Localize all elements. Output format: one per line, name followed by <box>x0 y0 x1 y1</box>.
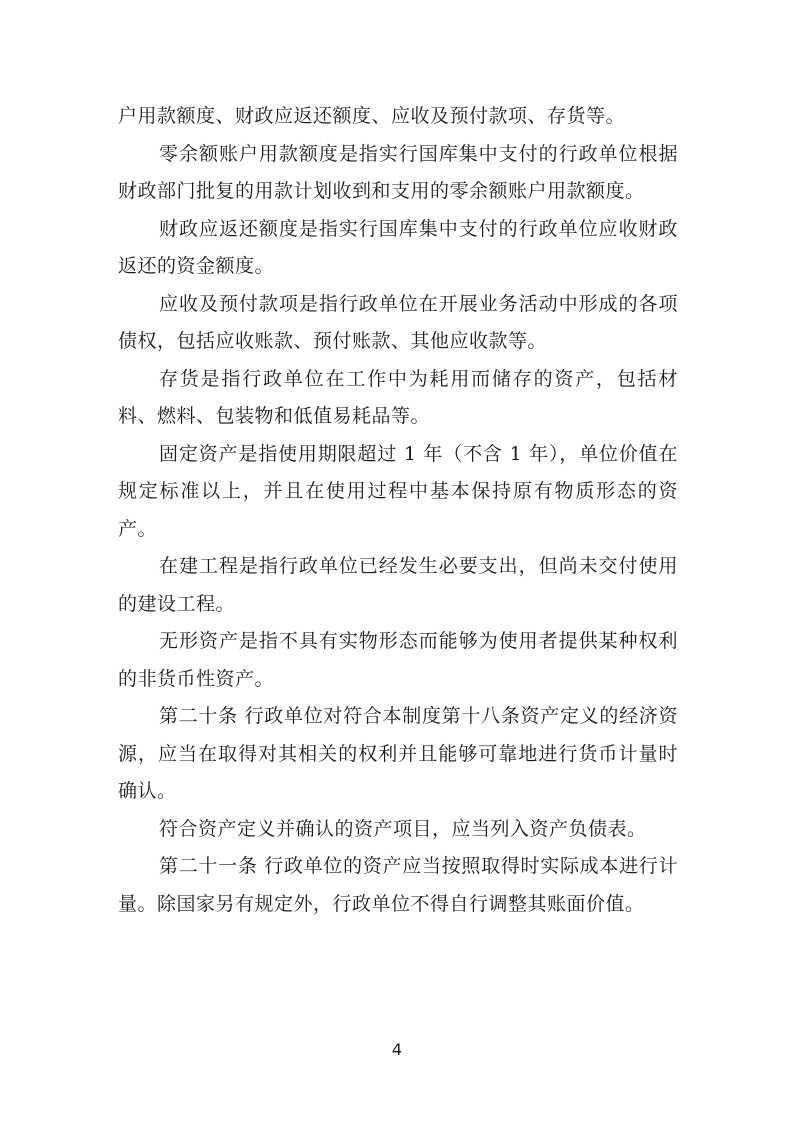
paragraph-inventory: 存货是指行政单位在工作中为耗用而储存的资产，包括材料、燃料、包装物和低值易耗品等。 <box>118 367 678 427</box>
document-body <box>118 98 678 923</box>
paragraph-intangible-assets: 无形资产是指不具有实物形态而能够为使用者提供某种权利的非货币性资产。 <box>118 630 678 690</box>
paragraph-continuation: 户用款额度、财政应返还额度、应收及预付款项、存货等。 <box>118 105 626 127</box>
paragraph-balance-sheet-listing: 符合资产定义并确认的资产项目，应当列入资产负债表。 <box>159 817 647 840</box>
paragraph-construction-in-progress: 在建工程是指行政单位已经发生必要支出，但尚未交付使用的建设工程。 <box>118 555 678 615</box>
paragraph-receivables-prepayments: 应收及预付款项是指行政单位在开展业务活动中形成的各项债权，包括应收账款、预付账款、其他应收款等。 <box>118 292 678 352</box>
paragraph-article-20: 第二十条 行政单位对符合本制度第十八条资产定义的经济资源，应当在取得对其相关的权利并且能够可靠地进行货币计量时确认。 <box>118 705 678 802</box>
paragraph-article-21: 第二十一条 行政单位的资产应当按照取得时实际成本进行计量。除国家另有规定外，行政单位不得自行调整其账面价值。 <box>118 855 678 915</box>
paragraph-zero-balance-account: 零余额账户用款额度是指实行国库集中支付的行政单位根据财政部门批复的用款计划收到和支用的零余额账户用款额度。 <box>118 142 678 202</box>
paragraph-fixed-assets: 固定资产是指使用期限超过 1 年（不含 1 年），单位价值在规定标准以上，并且在使用过程中基本保持原有物质形态的资产。 <box>118 442 678 540</box>
page-number: 4 <box>391 1040 403 1059</box>
paragraph-fiscal-return-quota: 财政应返还额度是指实行国库集中支付的行政单位应收财政返还的资金额度。 <box>118 217 678 277</box>
